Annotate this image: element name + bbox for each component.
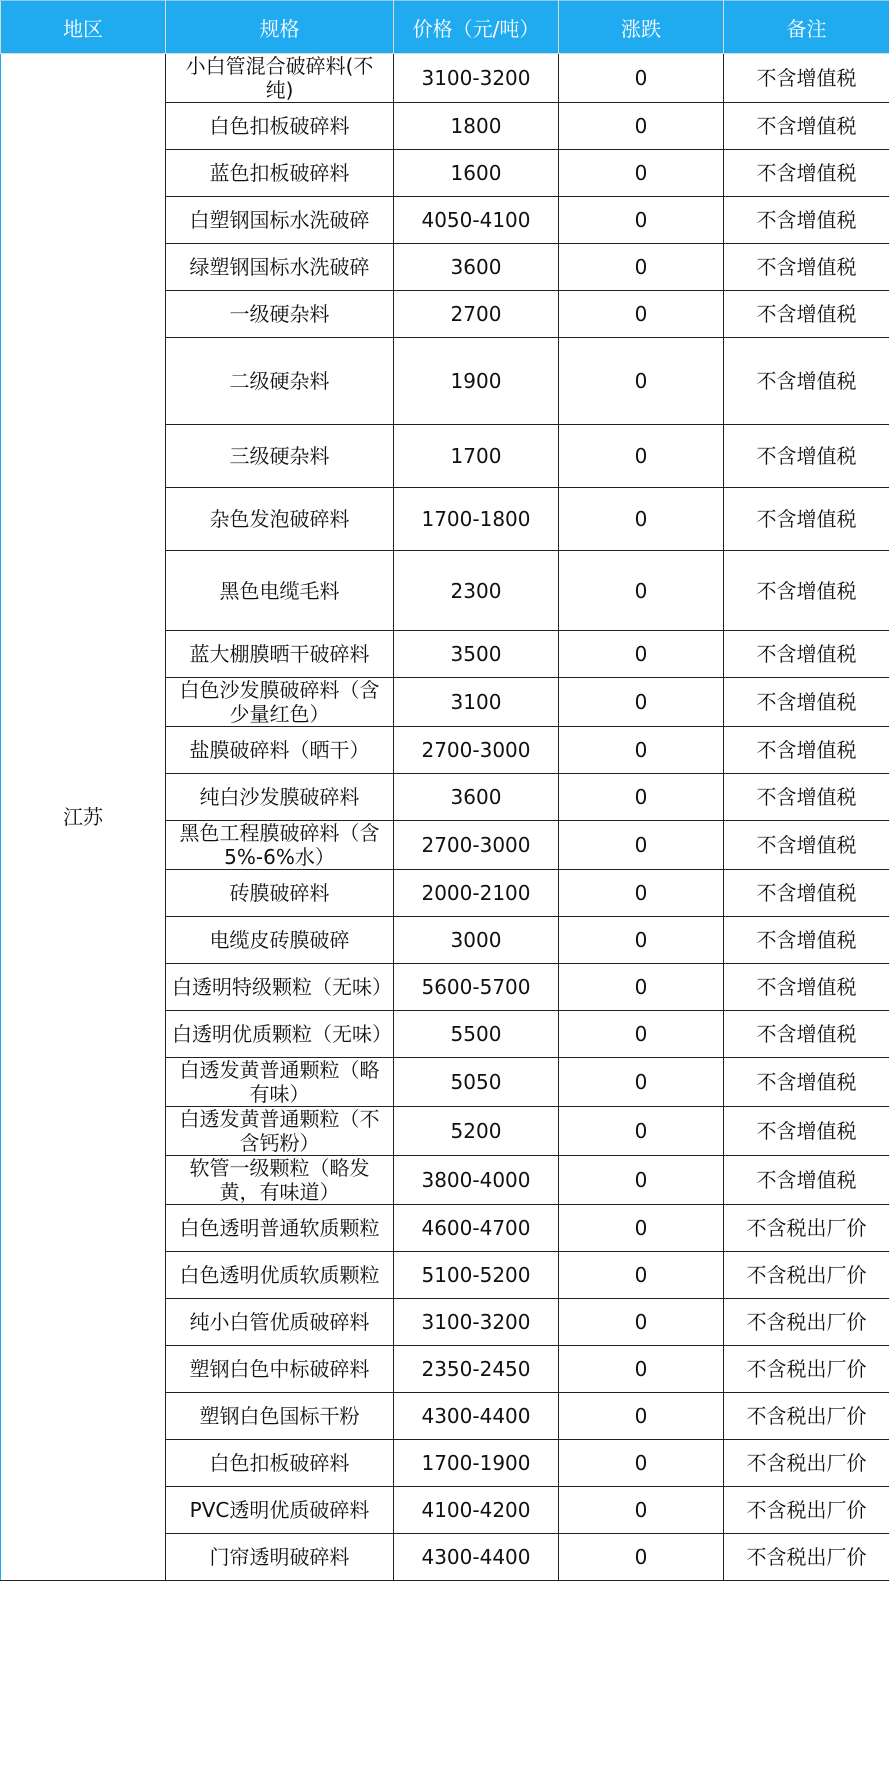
spec-cell: 黑色电缆毛料 — [166, 551, 394, 631]
spec-cell: 纯白沙发膜破碎料 — [166, 774, 394, 821]
price-cell: 2700-3000 — [394, 821, 559, 870]
header-change: 涨跌 — [559, 1, 724, 54]
change-cell: 0 — [559, 1346, 724, 1393]
change-cell: 0 — [559, 1156, 724, 1205]
remark-cell: 不含增值税 — [724, 488, 889, 551]
spec-cell: 蓝色扣板破碎料 — [166, 150, 394, 197]
price-cell: 4050-4100 — [394, 197, 559, 244]
change-cell: 0 — [559, 1252, 724, 1299]
price-cell: 2000-2100 — [394, 870, 559, 917]
table-body — [1, 54, 889, 1581]
change-cell: 0 — [559, 244, 724, 291]
price-cell: 4600-4700 — [394, 1205, 559, 1252]
spec-cell: 白塑钢国标水洗破碎 — [166, 197, 394, 244]
spec-cell: 白透明优质颗粒（无味） — [166, 1011, 394, 1058]
price-cell: 5600-5700 — [394, 964, 559, 1011]
header-remark: 备注 — [724, 1, 889, 54]
price-cell: 1700-1800 — [394, 488, 559, 551]
spec-cell: 白透发黄普通颗粒（略有味） — [166, 1058, 394, 1107]
change-cell: 0 — [559, 727, 724, 774]
table-row — [1, 54, 889, 103]
remark-cell: 不含增值税 — [724, 964, 889, 1011]
remark-cell: 不含税出厂价 — [724, 1299, 889, 1346]
change-cell: 0 — [559, 678, 724, 727]
price-cell: 4100-4200 — [394, 1487, 559, 1534]
change-cell: 0 — [559, 1058, 724, 1107]
spec-cell: 三级硬杂料 — [166, 425, 394, 488]
remark-cell: 不含税出厂价 — [724, 1393, 889, 1440]
remark-cell: 不含增值税 — [724, 917, 889, 964]
price-cell: 3100 — [394, 678, 559, 727]
change-cell: 0 — [559, 1205, 724, 1252]
remark-cell: 不含增值税 — [724, 425, 889, 488]
spec-cell: 蓝大棚膜晒干破碎料 — [166, 631, 394, 678]
remark-cell: 不含增值税 — [724, 1058, 889, 1107]
price-cell: 3500 — [394, 631, 559, 678]
price-cell: 1700 — [394, 425, 559, 488]
price-cell: 2700-3000 — [394, 727, 559, 774]
spec-cell: 电缆皮砖膜破碎 — [166, 917, 394, 964]
price-cell: 2300 — [394, 551, 559, 631]
header-spec: 规格 — [166, 1, 394, 54]
spec-cell: 软管一级颗粒（略发黄，有味道） — [166, 1156, 394, 1205]
spec-cell: 塑钢白色国标干粉 — [166, 1393, 394, 1440]
spec-cell: 小白管混合破碎料(不纯) — [166, 54, 394, 103]
remark-cell: 不含增值税 — [724, 727, 889, 774]
spec-cell: 黑色工程膜破碎料（含5%-6%水） — [166, 821, 394, 870]
spec-cell: 塑钢白色中标破碎料 — [166, 1346, 394, 1393]
change-cell: 0 — [559, 291, 724, 338]
price-cell: 5500 — [394, 1011, 559, 1058]
price-cell: 3800-4000 — [394, 1156, 559, 1205]
remark-cell: 不含增值税 — [724, 551, 889, 631]
remark-cell: 不含增值税 — [724, 1156, 889, 1205]
price-cell: 4300-4400 — [394, 1534, 559, 1581]
region-cell: 江苏 — [1, 54, 166, 1581]
remark-cell: 不含税出厂价 — [724, 1252, 889, 1299]
change-cell: 0 — [559, 631, 724, 678]
price-cell: 3000 — [394, 917, 559, 964]
remark-cell: 不含税出厂价 — [724, 1205, 889, 1252]
price-cell: 5200 — [394, 1107, 559, 1156]
spec-cell: 砖膜破碎料 — [166, 870, 394, 917]
remark-cell: 不含税出厂价 — [724, 1534, 889, 1581]
price-cell: 3100-3200 — [394, 1299, 559, 1346]
change-cell: 0 — [559, 338, 724, 425]
spec-cell: 白色透明优质软质颗粒 — [166, 1252, 394, 1299]
change-cell: 0 — [559, 103, 724, 150]
change-cell: 0 — [559, 1440, 724, 1487]
remark-cell: 不含增值税 — [724, 244, 889, 291]
spec-cell: 二级硬杂料 — [166, 338, 394, 425]
change-cell: 0 — [559, 150, 724, 197]
change-cell: 0 — [559, 774, 724, 821]
spec-cell: 盐膜破碎料（晒干） — [166, 727, 394, 774]
remark-cell: 不含税出厂价 — [724, 1346, 889, 1393]
change-cell: 0 — [559, 551, 724, 631]
change-cell: 0 — [559, 1299, 724, 1346]
spec-cell: 白透发黄普通颗粒（不含钙粉） — [166, 1107, 394, 1156]
remark-cell: 不含增值税 — [724, 150, 889, 197]
table-header — [1, 1, 889, 54]
remark-cell: 不含增值税 — [724, 291, 889, 338]
price-cell: 3600 — [394, 244, 559, 291]
change-cell: 0 — [559, 1487, 724, 1534]
change-cell: 0 — [559, 197, 724, 244]
price-cell: 5100-5200 — [394, 1252, 559, 1299]
remark-cell: 不含增值税 — [724, 103, 889, 150]
price-cell: 1700-1900 — [394, 1440, 559, 1487]
remark-cell: 不含增值税 — [724, 774, 889, 821]
change-cell: 0 — [559, 1107, 724, 1156]
change-cell: 0 — [559, 1534, 724, 1581]
spec-cell: 绿塑钢国标水洗破碎 — [166, 244, 394, 291]
price-cell: 1800 — [394, 103, 559, 150]
remark-cell: 不含税出厂价 — [724, 1440, 889, 1487]
remark-cell: 不含税出厂价 — [724, 1487, 889, 1534]
spec-cell: 杂色发泡破碎料 — [166, 488, 394, 551]
change-cell: 0 — [559, 870, 724, 917]
price-cell: 1900 — [394, 338, 559, 425]
header-row — [1, 1, 889, 54]
spec-cell: 白透明特级颗粒（无味） — [166, 964, 394, 1011]
change-cell: 0 — [559, 1011, 724, 1058]
change-cell: 0 — [559, 488, 724, 551]
price-cell: 4300-4400 — [394, 1393, 559, 1440]
change-cell: 0 — [559, 54, 724, 103]
spec-cell: 白色扣板破碎料 — [166, 103, 394, 150]
spec-cell: 白色透明普通软质颗粒 — [166, 1205, 394, 1252]
spec-cell: 白色沙发膜破碎料（含少量红色） — [166, 678, 394, 727]
remark-cell: 不含增值税 — [724, 1011, 889, 1058]
change-cell: 0 — [559, 425, 724, 488]
price-cell: 2350-2450 — [394, 1346, 559, 1393]
spec-cell: 纯小白管优质破碎料 — [166, 1299, 394, 1346]
change-cell: 0 — [559, 1393, 724, 1440]
remark-cell: 不含增值税 — [724, 631, 889, 678]
remark-cell: 不含增值税 — [724, 54, 889, 103]
price-cell: 2700 — [394, 291, 559, 338]
spec-cell: 门帘透明破碎料 — [166, 1534, 394, 1581]
remark-cell: 不含增值税 — [724, 678, 889, 727]
spec-cell: PVC透明优质破碎料 — [166, 1487, 394, 1534]
header-region: 地区 — [1, 1, 166, 54]
remark-cell: 不含增值税 — [724, 338, 889, 425]
price-cell: 5050 — [394, 1058, 559, 1107]
spec-cell: 白色扣板破碎料 — [166, 1440, 394, 1487]
price-cell: 3600 — [394, 774, 559, 821]
change-cell: 0 — [559, 821, 724, 870]
change-cell: 0 — [559, 964, 724, 1011]
price-cell: 1600 — [394, 150, 559, 197]
remark-cell: 不含增值税 — [724, 870, 889, 917]
remark-cell: 不含增值税 — [724, 1107, 889, 1156]
header-price: 价格（元/吨） — [394, 1, 559, 54]
remark-cell: 不含增值税 — [724, 197, 889, 244]
spec-cell: 一级硬杂料 — [166, 291, 394, 338]
remark-cell: 不含增值税 — [724, 821, 889, 870]
change-cell: 0 — [559, 917, 724, 964]
price-cell: 3100-3200 — [394, 54, 559, 103]
